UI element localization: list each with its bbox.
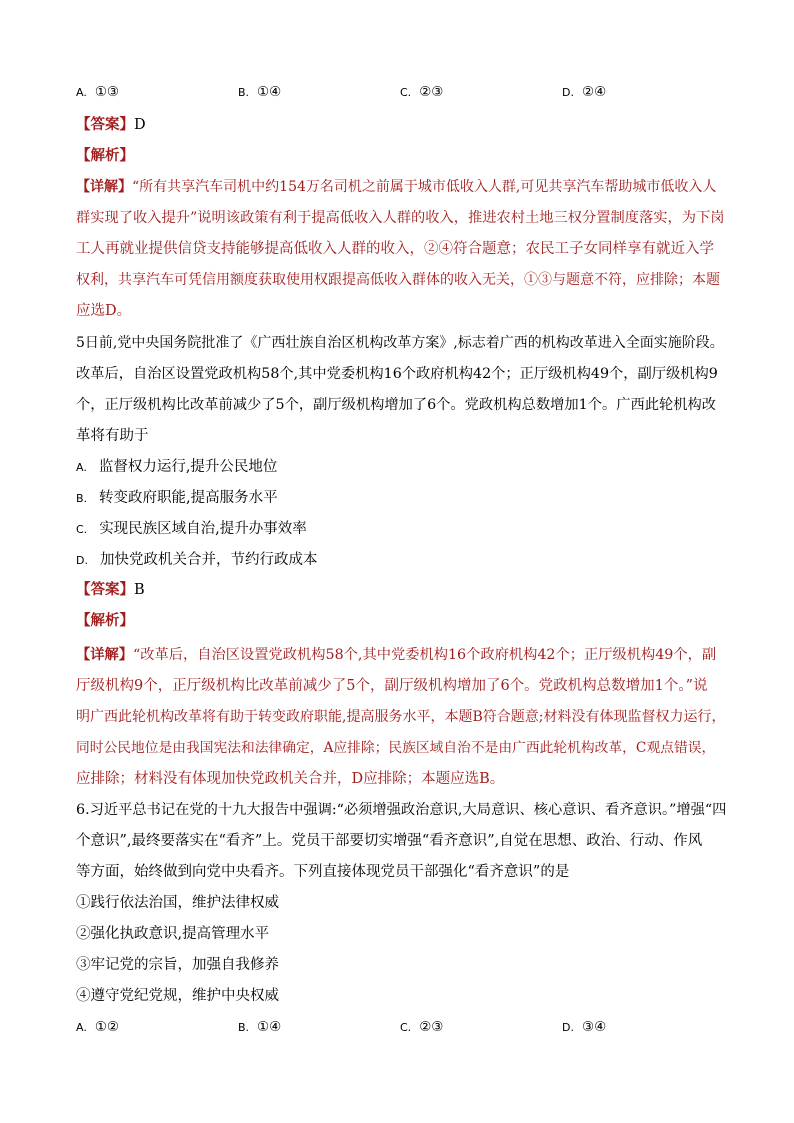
q4-detail-line: 工人再就业提供信贷支持能够提高低收入人群的收入，②④符合题意；农民工子女同样享有就近入学 (76, 241, 714, 257)
q5-detail-line: 同时公民地位是由我国宪法和法律确定，A应排除；民族区域自治不是由广西此轮机构改革，C观点错误， (76, 740, 716, 756)
q5-option-d: D. 加快党政机关合并，节约行政成本 (76, 552, 318, 568)
q5-detail-line: 明广西此轮机构改革将有助于转变政府职能,提高服务水平，本题B符合题意;材料没有体现监督权力运行， (76, 709, 726, 725)
q6-stem-line: 个意识”,最终要落实在“看齐”上。党员干部要切实增强“看齐意识”,自觉在思想、政治、行动、作风 (76, 833, 703, 849)
q6-item: ①践行依法治国，维护法律权威 (76, 895, 279, 911)
q6-option-b: B. ①④ (238, 1019, 282, 1035)
q6-item: ②强化执政意识,提高管理水平 (76, 926, 270, 942)
q6-option-a: A. ①② (76, 1019, 120, 1035)
q5-detail-line: 【详解】“改革后，自治区设置党政机构58个,其中党委机构16个政府机构42个；正厅级机构49个，副 (76, 647, 717, 663)
q4-option-d: D. ②④ (562, 84, 607, 100)
q5-detail-line: 厅级机构9个，正厅级机构比改革前减少了5个，副厅级机构增加了6个。党政机构总数增加1个。”说 (76, 678, 708, 694)
q4-answer: 【答案】D (76, 116, 146, 133)
q4-detail-line: 【详解】“所有共享汽车司机中约154万名司机之前属于城市低收入人群,可见共享汽车帮助城市低收入人 (76, 179, 717, 195)
q6-option-d: D. ③④ (562, 1019, 607, 1035)
q5-stem-line: 5日前,党中央国务院批准了《广西壮族自治区机构改革方案》,标志着广西的机构改革进入全面实施阶段。 (76, 335, 724, 351)
q6-item: ④遵守党纪党规，维护中央权威 (76, 988, 279, 1004)
q5-stem-line: 个，正厅级机构比改革前减少了5个，副厅级机构增加了6个。党政机构总数增加1个。广西此轮机构改 (76, 397, 716, 413)
q4-detail-line: 权利，共享汽车可凭信用额度获取使用权跟提高低收入群体的收入无关，①③与题意不符，应排除；本题 (76, 272, 720, 288)
q5-stem-line: 改革后，自治区设置党政机构58个,其中党委机构16个政府机构42个；正厅级机构49个，副厅级机构9 (76, 366, 718, 382)
q4-option-a: A. ①③ (76, 84, 120, 100)
q6-stem-line: 6.习近平总书记在党的十九大报告中强调:“必须增强政治意识,大局意识、核心意识、看齐意识。”增强“四 (76, 802, 727, 818)
q6-item: ③牢记党的宗旨，加强自我修养 (76, 957, 279, 973)
q4-option-b: B. ①④ (238, 84, 282, 100)
q5-option-a: A. 监督权力运行,提升公民地位 (76, 459, 278, 475)
q4-detail-line: 群实现了收入提升”说明该政策有利于提高低收入人群的收入，推进农村土地三权分置制度落实，为下岗 (76, 210, 725, 226)
q5-detail-line: 应排除；材料没有体现加快党政机关合并，D应排除；本题应选B。 (76, 771, 505, 787)
q4-analysis-tag: 【解析】 (76, 147, 134, 164)
q5-answer: 【答案】B (76, 581, 145, 598)
q6-stem-line: 等方面，始终做到向党中央看齐。下列直接体现党员干部强化“看齐意识”的是 (76, 864, 570, 880)
q4-detail-line: 应选D。 (76, 303, 132, 319)
q5-option-b: B. 转变政府职能,提高服务水平 (76, 490, 278, 506)
q6-option-c: C. ②③ (400, 1019, 444, 1035)
q5-stem-line: 革将有助于 (76, 428, 149, 444)
q4-option-c: C. ②③ (400, 84, 444, 100)
q5-option-c: C. 实现民族区域自治,提升办事效率 (76, 521, 307, 537)
q5-analysis-tag: 【解析】 (76, 612, 134, 629)
